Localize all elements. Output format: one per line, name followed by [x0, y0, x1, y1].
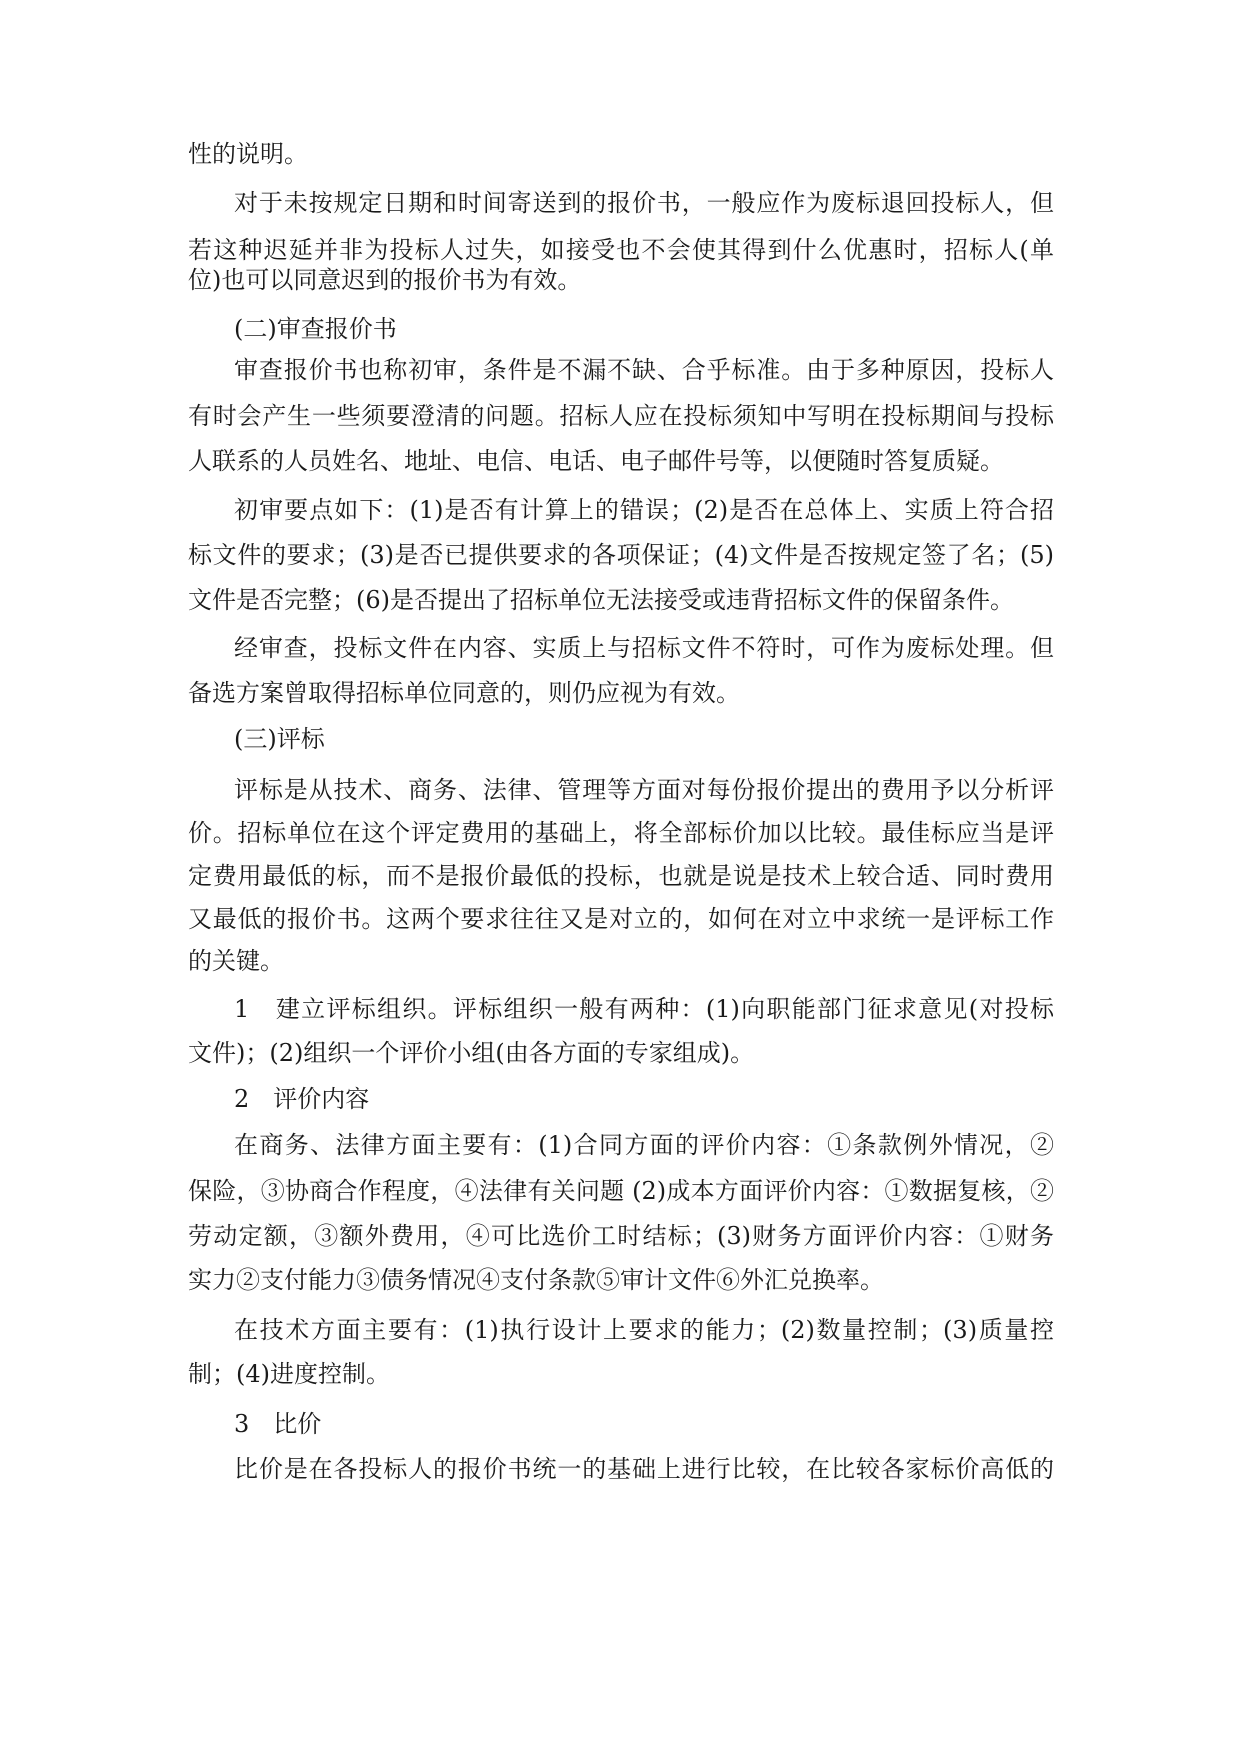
paragraph-line: 若这种迟延并非为投标人过失，如接受也不会使其得到什么优惠时，招标人(单: [188, 236, 1054, 264]
paragraph-line: 在商务、法律方面主要有：(1)合同方面的评价内容：①条款例外情况，②: [234, 1131, 1054, 1159]
paragraph-line: 备选方案曾取得招标单位同意的，则仍应视为有效。: [188, 679, 740, 707]
paragraph-line: 价。招标单位在这个评定费用的基础上，将全部标价加以比较。最佳标应当是评: [188, 819, 1054, 847]
paragraph-line: 实力②支付能力③债务情况④支付条款⑤审计文件⑥外汇兑换率。: [188, 1266, 884, 1294]
paragraph-line: 经审查，投标文件在内容、实质上与招标文件不符时，可作为废标处理。但: [234, 634, 1054, 662]
paragraph-line: 在技术方面主要有：(1)执行设计上要求的能力；(2)数量控制；(3)质量控: [234, 1316, 1054, 1344]
paragraph-line: 保险，③协商合作程度，④法律有关问题 (2)成本方面评价内容：①数据复核，②: [188, 1177, 1054, 1205]
paragraph-line: 比价是在各投标人的报价书统一的基础上进行比较，在比较各家标价高低的: [234, 1455, 1054, 1483]
paragraph-line: 制；(4)进度控制。: [188, 1360, 390, 1388]
paragraph-line: 标文件的要求；(3)是否已提供要求的各项保证；(4)文件是否按规定签了名；(5): [188, 541, 1054, 569]
paragraph-line: 初审要点如下：(1)是否有计算上的错误；(2)是否在总体上、实质上符合招: [234, 496, 1054, 524]
paragraph-line: 劳动定额，③额外费用，④可比选价工时结标；(3)财务方面评价内容：①财务: [188, 1222, 1054, 1250]
paragraph-line: 1 建立评标组织。评标组织一般有两种：(1)向职能部门征求意见(对投标: [234, 995, 1054, 1023]
paragraph-line: 文件)；(2)组织一个评价小组(由各方面的专家组成)。: [188, 1039, 755, 1067]
paragraph-line: 性的说明。: [188, 140, 308, 168]
section-heading: (三)评标: [234, 725, 325, 753]
paragraph-line: 文件是否完整；(6)是否提出了招标单位无法接受或违背招标文件的保留条件。: [188, 586, 1014, 614]
paragraph-line: 有时会产生一些须要澄清的问题。招标人应在投标须知中写明在投标期间与投标: [188, 402, 1054, 430]
section-heading: 2 评价内容: [234, 1085, 370, 1113]
paragraph-line: 评标是从技术、商务、法律、管理等方面对每份报价提出的费用予以分析评: [234, 776, 1054, 804]
paragraph-line: 定费用最低的标，而不是报价最低的投标，也就是说是技术上较合适、同时费用: [188, 862, 1054, 890]
paragraph-line: 审查报价书也称初审，条件是不漏不缺、合乎标准。由于多种原因，投标人: [234, 356, 1054, 384]
section-heading: 3 比价: [234, 1410, 322, 1438]
section-heading: (二)审查报价书: [234, 315, 397, 343]
paragraph-line: 的关键。: [188, 947, 284, 975]
paragraph-line: 人联系的人员姓名、地址、电信、电话、电子邮件号等，以便随时答复质疑。: [188, 447, 1004, 475]
paragraph-line: 对于未按规定日期和时间寄送到的报价书，一般应作为废标退回投标人，但: [234, 189, 1054, 217]
paragraph-line: 位)也可以同意迟到的报价书为有效。: [188, 266, 582, 294]
paragraph-line: 又最低的报价书。这两个要求往往又是对立的，如何在对立中求统一是评标工作: [188, 905, 1054, 933]
